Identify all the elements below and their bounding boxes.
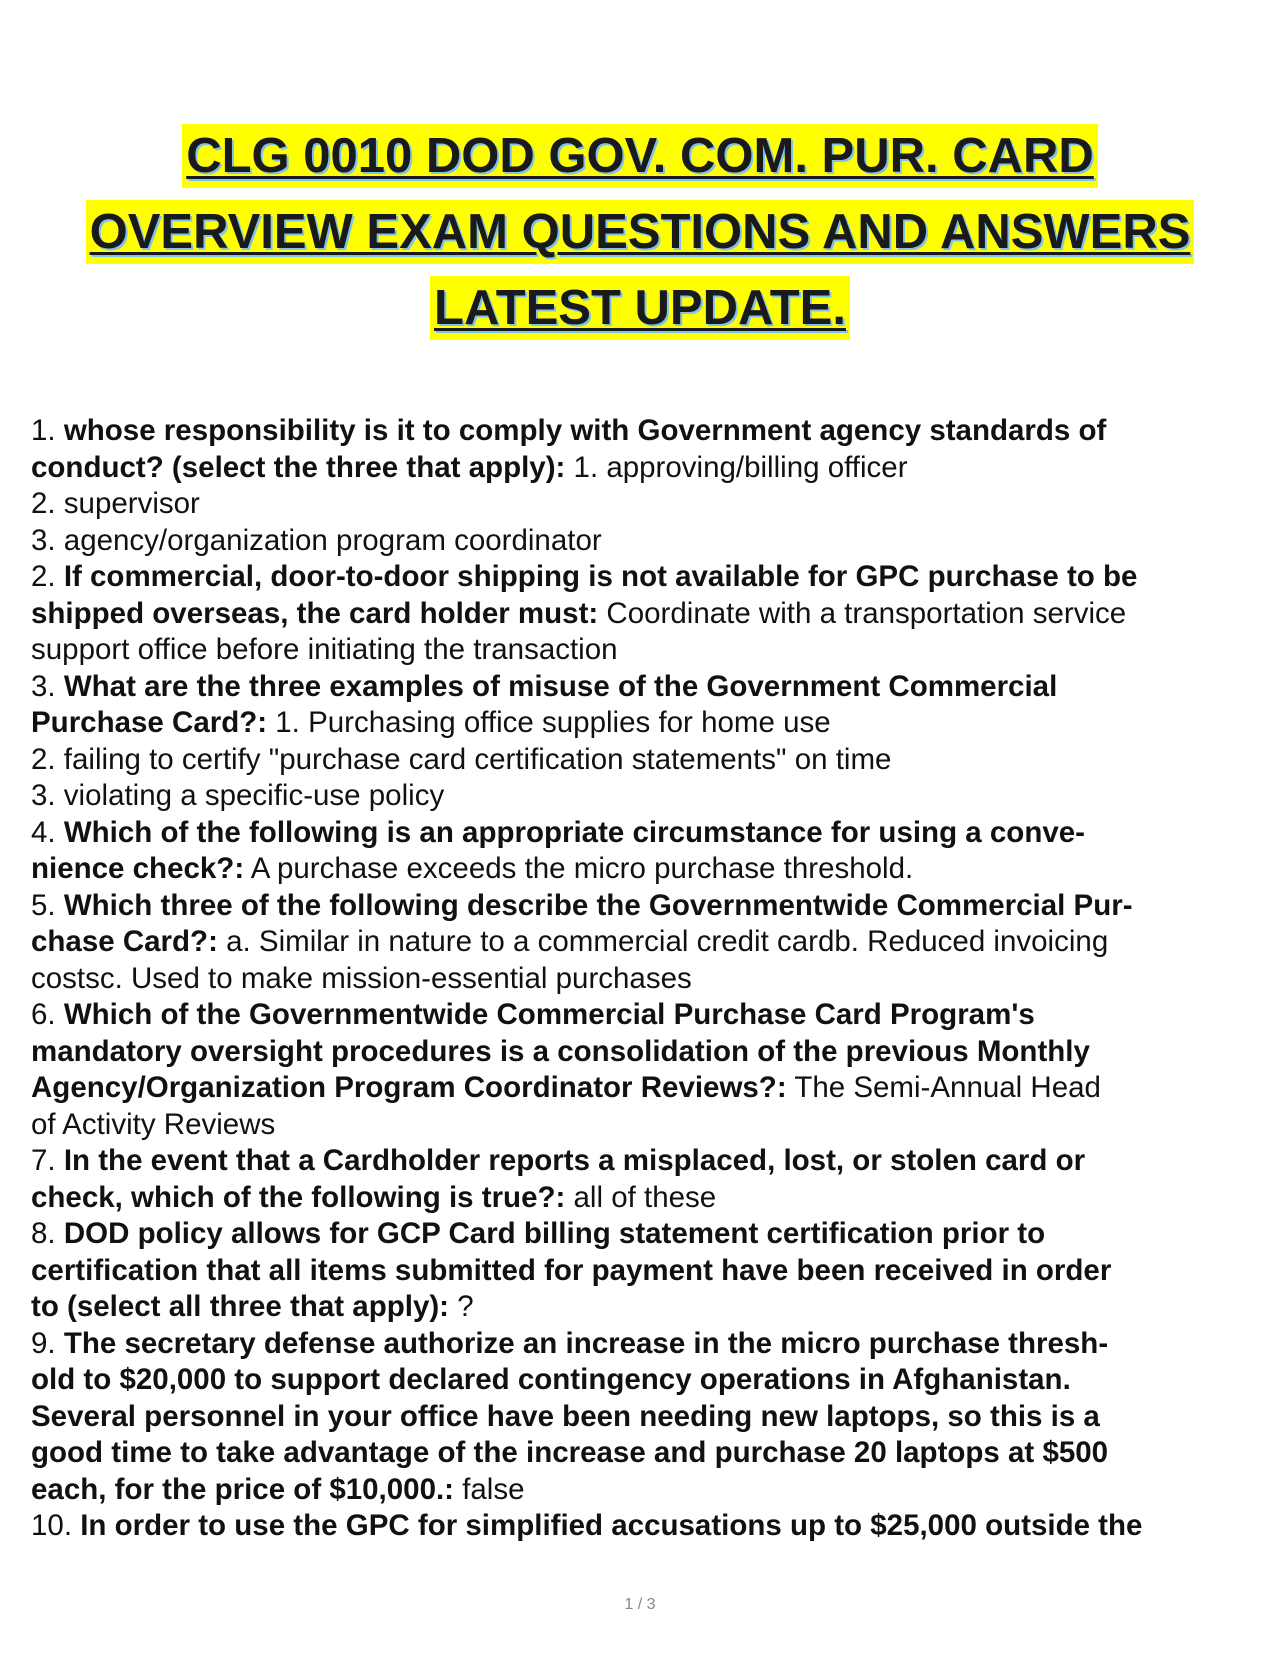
text-line (31, 778, 1253, 815)
text-line (31, 486, 1253, 523)
text-line (31, 559, 1253, 596)
question-text: mandatory oversight procedures is a consolidation of the previous Monthly (31, 1034, 1090, 1068)
question-text: Agency/Organization Program Coordinator Reviews?: (31, 1071, 787, 1104)
answer-text: The Semi-Annual Head (786, 1071, 1101, 1104)
question-text: to (select all three that apply): (31, 1290, 449, 1323)
answer-text: Coordinate with a transportation service (598, 596, 1127, 630)
answer-text: all of these (565, 1180, 717, 1214)
answer-text: 1. approving/billing officer (565, 450, 908, 484)
answer-text: support office before initiating the transaction (31, 633, 618, 666)
answer-text: 7. (31, 1144, 64, 1177)
question-text: old to $20,000 to support declared contingency operations in Afghanistan. (31, 1363, 1071, 1396)
answer-text: costsc. Used to make mission-essential purchases (31, 961, 692, 995)
question-text: The secretary defense authorize an increase in the micro purchase thresh- (63, 1326, 1109, 1360)
answer-text: 9. (31, 1326, 64, 1360)
question-text: each, for the price of $10,000.: (31, 1472, 454, 1506)
text-line (31, 596, 1253, 633)
text-line (31, 961, 1253, 998)
answer-text: 5. (31, 888, 64, 922)
text-line (31, 1508, 1253, 1545)
document-title (0, 118, 1280, 346)
answer-text: 3. agency/organization program coordinator (31, 523, 602, 557)
text-line (31, 997, 1253, 1034)
answer-text: of Activity Reviews (31, 1107, 276, 1141)
question-text: certification that all items submitted for payment have been received in order (31, 1253, 1112, 1287)
answer-text: ? (449, 1290, 474, 1323)
question-text: whose responsibility is it to comply with Government agency standards of (63, 414, 1107, 447)
page-number: 1 / 3 (624, 1596, 656, 1613)
text-line (31, 1070, 1253, 1107)
text-line (31, 1472, 1253, 1509)
text-line (31, 413, 1253, 450)
answer-text: false (454, 1472, 525, 1506)
question-text: What are the three examples of misuse of the Government Commercial (63, 669, 1058, 703)
answer-text: 2. failing to certify "purchase card certification statements" on time (31, 742, 892, 776)
question-text: If commercial, door-to-door shipping is not available for GPC purchase to be (63, 560, 1138, 593)
title-line-2: OVERVIEW EXAM QUESTIONS AND ANSWERS (86, 200, 1195, 264)
text-line (31, 1107, 1253, 1144)
question-text: In order to use the GPC for simplified accusations up to $25,000 outside the (80, 1509, 1143, 1542)
text-line (31, 851, 1253, 888)
answer-text: a. Similar in nature to a commercial credit cardb. Reduced invoicing (217, 925, 1109, 958)
question-text: Which three of the following describe the Governmentwide Commercial Pur- (63, 888, 1133, 922)
text-line (31, 888, 1253, 925)
text-line (31, 705, 1253, 742)
question-text: shipped overseas, the card holder must: (31, 596, 599, 630)
answer-text: 4. (31, 815, 64, 849)
answer-text: 3. violating a specific-use policy (31, 779, 445, 812)
question-text: Which of the Governmentwide Commercial Purchase Card Program's (63, 998, 1035, 1031)
text-line (31, 742, 1253, 779)
text-line (31, 1289, 1253, 1326)
text-line (31, 1399, 1253, 1436)
text-line (31, 669, 1253, 706)
text-line (31, 1435, 1253, 1472)
answer-text: 1. Purchasing office supplies for home use (267, 706, 831, 739)
answer-text: 6. (31, 998, 64, 1031)
question-text: In the event that a Cardholder reports a misplaced, lost, or stolen card or (63, 1144, 1086, 1177)
question-text: conduct? (select the three that apply): (31, 450, 566, 484)
text-line (31, 1143, 1253, 1180)
question-list (31, 413, 1253, 1545)
text-line (31, 450, 1253, 487)
text-line (31, 815, 1253, 852)
text-line (31, 1326, 1253, 1363)
answer-text: A purchase exceeds the micro purchase threshold. (244, 852, 914, 885)
text-line (31, 1216, 1253, 1253)
text-line (31, 632, 1253, 669)
text-line (31, 523, 1253, 560)
answer-text: 2. (31, 560, 64, 593)
question-text: good time to take advantage of the increase and purchase 20 laptops at $500 (31, 1436, 1109, 1469)
text-line (31, 1034, 1253, 1071)
text-line (31, 1362, 1253, 1399)
answer-text: 8. (31, 1217, 64, 1250)
question-text: Several personnel in your office have been needing new laptops, so this is a (31, 1399, 1100, 1433)
title-line-1: CLG 0010 DOD GOV. COM. PUR. CARD (182, 124, 1098, 188)
text-line (31, 924, 1253, 961)
answer-text: 1. (31, 414, 64, 447)
question-text: check, which of the following is true?: (31, 1180, 566, 1214)
answer-text: 10. (31, 1509, 81, 1542)
question-text: nience check?: (31, 852, 245, 885)
question-text: chase Card?: (31, 925, 218, 958)
title-line-3: LATEST UPDATE. (430, 276, 850, 340)
question-text: Which of the following is an appropriate circumstance for using a conve- (63, 815, 1085, 849)
text-line (31, 1180, 1253, 1217)
question-text: Purchase Card?: (31, 706, 268, 739)
answer-text: 2. supervisor (31, 487, 200, 520)
question-text: DOD policy allows for GCP Card billing statement certification prior to (63, 1217, 1046, 1250)
text-line (31, 1253, 1253, 1290)
answer-text: 3. (31, 669, 64, 703)
